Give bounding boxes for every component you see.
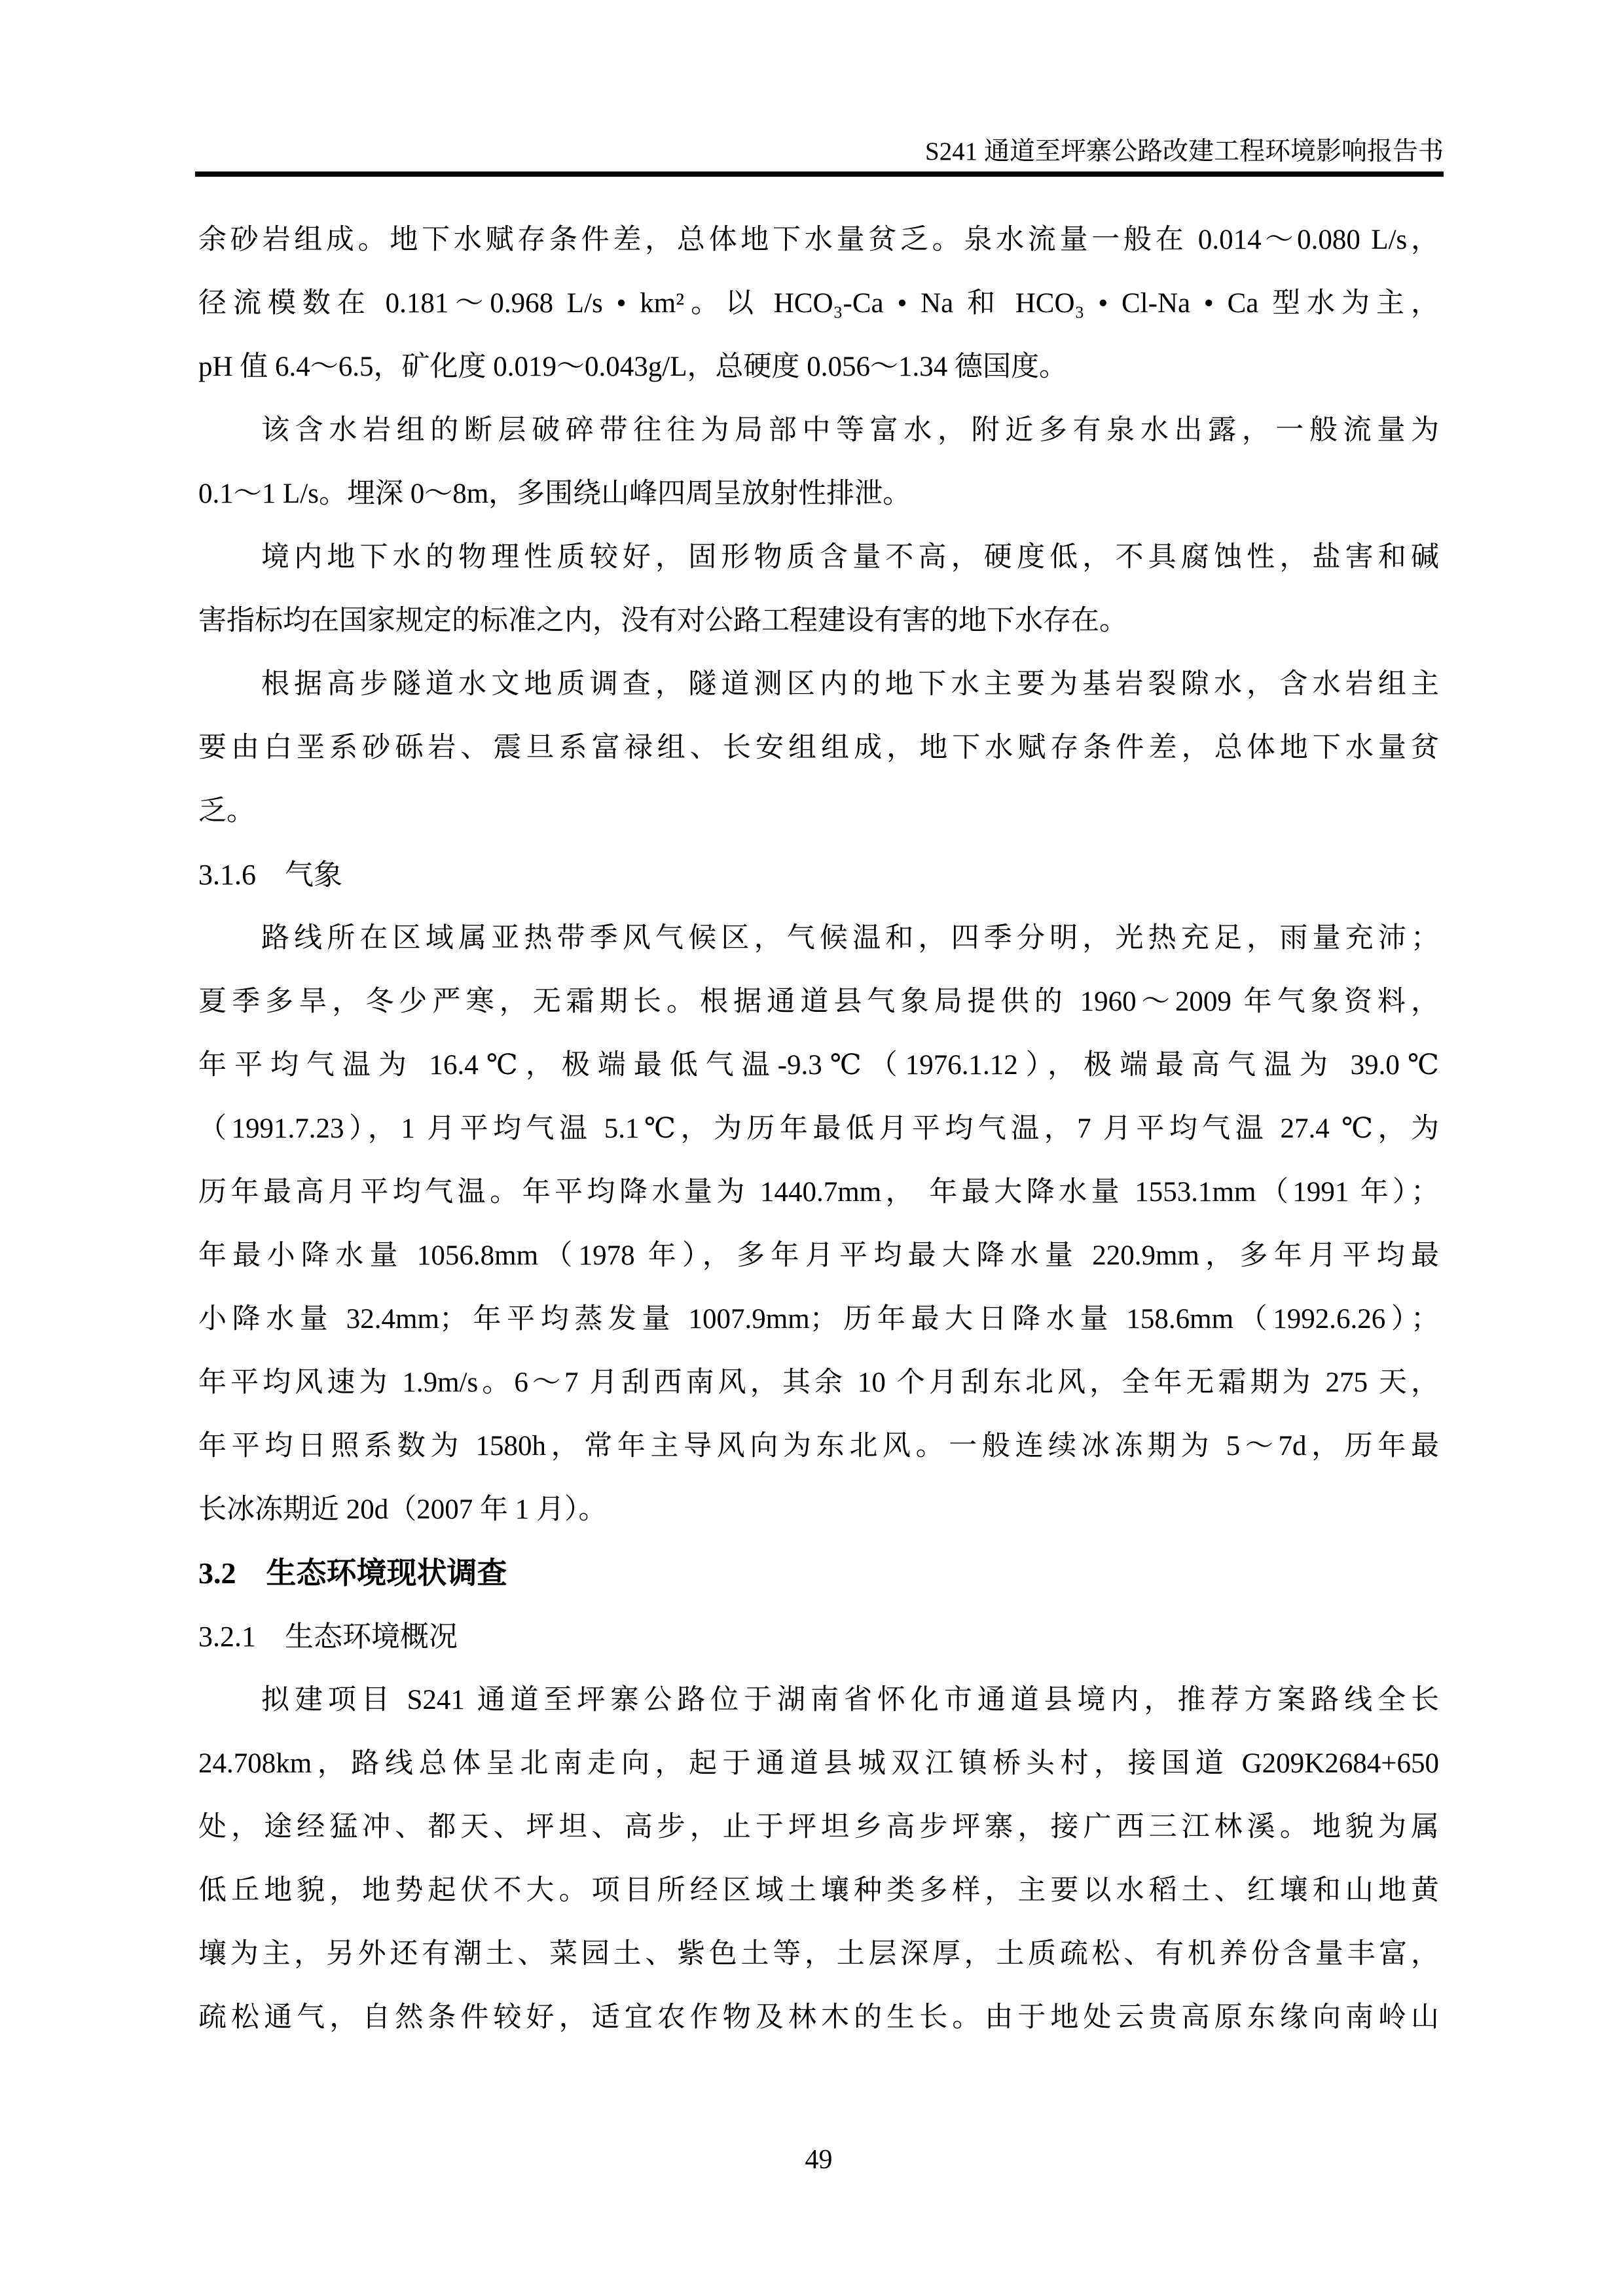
text-line: 夏季多旱，冬少严寒，无霜期长。根据通道县气象局提供的 1960～2009 年气象资料，: [198, 986, 1439, 1017]
text-line: 拟建项目 S241 通道至坪寨公路位于湖南省怀化市通道县境内，推荐方案路线全长: [261, 1685, 1439, 1715]
text-line: 历年最高月平均气温。年平均降水量为 1440.7mm， 年最大降水量 1553.1mm（1991 年）；: [198, 1177, 1439, 1208]
text-line: 低丘地貌，地势起伏不大。项目所经区域土壤种类多样，主要以水稻土、红壤和山地黄: [198, 1875, 1439, 1906]
section-heading: 3.2.1 生态环境概况: [198, 1621, 458, 1653]
header-title: S241 通道至坪寨公路改建工程环境影响报告书: [925, 137, 1444, 166]
text-line: 0.1～1 L/s。埋深 0～8m，多围绕山峰四周呈放射性排泄。: [198, 478, 911, 509]
text-line: 长冰冻期近 20d（2007 年 1 月）。: [198, 1494, 607, 1525]
text-line: 年平均气温为 16.4℃，极端最低气温-9.3℃（1976.1.12），极端最高气温为 39.0℃: [198, 1050, 1439, 1081]
text-line: 该含水岩组的断层破碎带往往为局部中等富水，附近多有泉水出露，一般流量为: [261, 415, 1439, 446]
text-line: （1991.7.23），1 月平均气温 5.1℃，为历年最低月平均气温，7 月平均气温 27.4 ℃，为: [198, 1113, 1439, 1144]
text-line: 年最小降水量 1056.8mm（1978 年），多年月平均最大降水量 220.9mm，多年月平均最: [198, 1240, 1439, 1271]
text-line: 疏松通气，自然条件较好，适宜农作物及林木的生长。由于地处云贵高原东缘向南岭山: [198, 2002, 1439, 2033]
text-line: 径流模数在 0.181～0.968 L/s • km²。以 HCO₃-Ca • Na 和 HCO₃ • Cl-Na • Ca 型水为主，: [198, 288, 1439, 319]
text-line: 壤为主，另外还有潮土、菜园土、紫色土等，土层深厚，土质疏松、有机养份含量丰富，: [198, 1939, 1439, 1969]
text-line: 境内地下水的物理性质较好，固形物质含量不高，硬度低，不具腐蚀性，盐害和碱: [261, 542, 1439, 573]
text-line: 小降水量 32.4mm；年平均蒸发量 1007.9mm；历年最大日降水量 158.6mm（1992.6.26）；: [198, 1304, 1439, 1335]
text-line: 年平均日照系数为 1580h，常年主导风向为东北风。一般连续冰冻期为 5～7d，历年最: [198, 1431, 1439, 1462]
text-line: 24.708km，路线总体呈北南走向，起于通道县城双江镇桥头村，接国道 G209K2684+650: [198, 1748, 1439, 1779]
text-line: 余砂岩组成。地下水赋存条件差，总体地下水量贫乏。泉水流量一般在 0.014～0.080 L/s，: [198, 224, 1439, 255]
page-footer: [198, 2140, 1439, 2179]
section-heading: 3.1.6 气象: [198, 859, 342, 891]
text-line: 乏。: [198, 796, 255, 827]
text-line: 处，途经猛冲、都天、坪坦、高步，止于坪坦乡高步坪寨，接广西三江林溪。地貌为属: [198, 1812, 1439, 1842]
page-header: [196, 135, 1444, 169]
page-number: 49: [805, 2145, 833, 2175]
text-line: 年平均风速为 1.9m/s。6～7 月刮西南风，其余 10 个月刮东北风，全年无霜期为 275 天，: [198, 1367, 1439, 1398]
text-line: 害指标均在国家规定的标准之内，没有对公路工程建设有害的地下水存在。: [198, 605, 1127, 636]
text-line: 路线所在区域属亚热带季风气候区，气候温和，四季分明，光热充足，雨量充沛；: [261, 923, 1439, 954]
text-line: 根据高步隧道水文地质调查，隧道测区内的地下水主要为基岩裂隙水，含水岩组主: [261, 669, 1439, 700]
header-rule: [195, 171, 1444, 177]
text-line: pH 值 6.4～6.5，矿化度 0.019～0.043g/L，总硬度 0.056～1.34 德国度。: [198, 351, 1068, 382]
document-body: [198, 208, 1439, 2049]
section-heading: 3.2 生态环境现状调查: [198, 1556, 507, 1590]
text-line: 要由白垩系砂砾岩、震旦系富禄组、长安组组成，地下水赋存条件差，总体地下水量贫: [198, 732, 1439, 763]
